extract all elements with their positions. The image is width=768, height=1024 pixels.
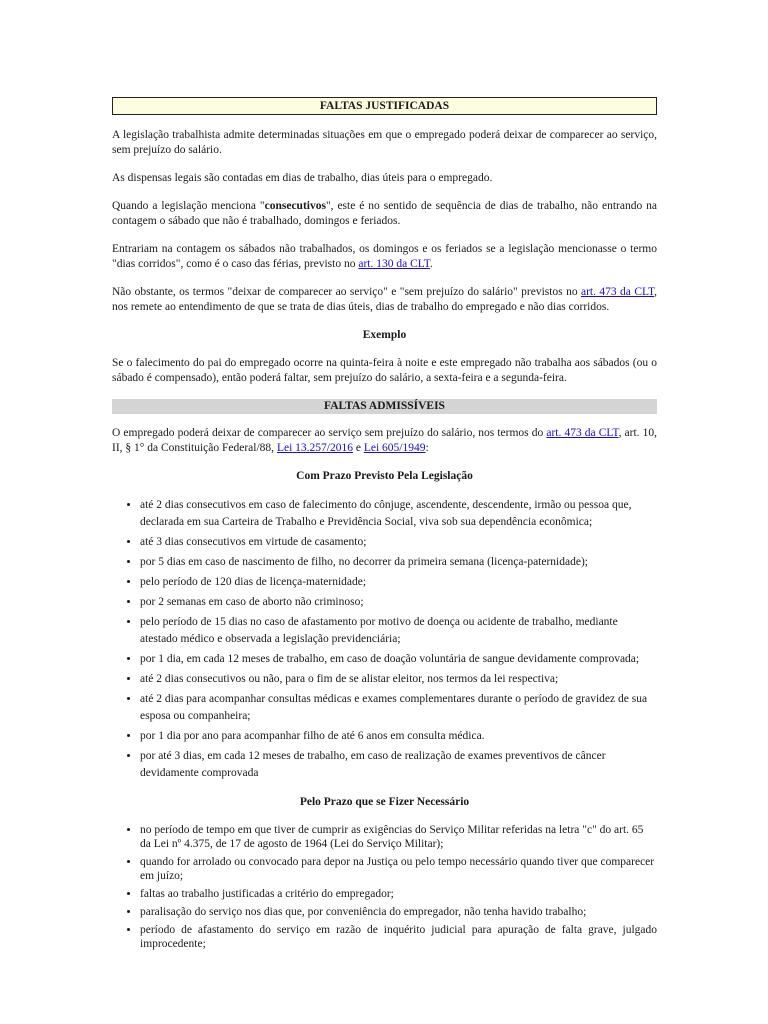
list-item: • por 2 semanas em caso de aborto não criminoso;: [140, 594, 657, 611]
page-title: FALTAS JUSTIFICADAS: [112, 97, 657, 115]
list-item: • pelo período de 120 dias de licença-maternidade;: [140, 574, 657, 591]
list-item: • até 2 dias consecutivos ou não, para o fim de se alistar eleitor, nos termos da lei respectiva;: [140, 671, 657, 688]
link-art-130-clt[interactable]: art. 130 da CLT: [358, 258, 430, 270]
necessario-heading: Pelo Prazo que se Fizer Necessário: [299, 796, 470, 808]
consecutivos-post: ", este é no sentido de sequência de dias de trabalho, não entrando na contagem o sábado que não é trabalhado, domingos e feriados.: [112, 200, 657, 227]
list-item: • até 3 dias consecutivos em virtude de casamento;: [140, 534, 657, 551]
consecutivos-pre: Quando a legislação menciona ": [112, 200, 265, 212]
com-prazo-list: [112, 497, 657, 782]
admissiveis-mid2: e: [352, 442, 364, 454]
list-item: • até 2 dias para acompanhar consultas médicas e exames complementares durante o período de gravidez de sua esposa ou companheira;: [140, 691, 657, 725]
list-item: • por 1 dia, em cada 12 meses de trabalho, em caso de doação voluntária de sangue devidamente comprovada;: [140, 651, 657, 668]
obstante-post: , nos remete ao entendimento de que se trata de dias úteis, dias de trabalho do empregado e não dias corridos.: [112, 286, 658, 313]
list-item: • no período de tempo em que tiver de cumprir as exigências do Serviço Militar referidas na letra "c" do art. 65 da Lei nº 4.375, de 17 de agosto de 1964 (Lei do Serviço Militar);: [140, 823, 657, 851]
corridos-paragraph: [112, 242, 657, 272]
admissiveis-post: :: [425, 442, 429, 454]
link-art-473-clt[interactable]: art. 473 da CLT: [580, 286, 655, 298]
exemplo-paragraph: Se o falecimento do pai do empregado ocorre na quinta-feira à noite e este empregado não trabalha aos sábados (ou o sábado é compensado), então poderá faltar, sem prejuízo do salário, a sexta-feira e a segunda-feira.: [112, 357, 657, 384]
consecutivos-paragraph: [112, 199, 657, 229]
admissiveis-paragraph: [112, 426, 657, 456]
consecutivos-bold: consecutivos: [264, 200, 326, 212]
obstante-pre: Não obstante, os termos "deixar de comparecer ao serviço" e "sem prejuízo do salário" previstos no: [112, 286, 581, 298]
list-item: • pelo período de 15 dias no caso de afastamento por motivo de doença ou acidente de trabalho, mediante atestado médico e observada a legislação previdenciária;: [140, 614, 657, 648]
list-item: • por 5 dias em caso de nascimento de filho, no decorrer da primeira semana (licença-paternidade);: [140, 554, 657, 571]
intro-paragraph-1: A legislação trabalhista admite determinadas situações em que o empregado poderá deixar de comparecer ao serviço, sem prejuízo do salário.: [112, 129, 657, 156]
link-lei-13257[interactable]: Lei 13.257/2016: [276, 442, 353, 454]
list-item: • período de afastamento do serviço em razão de inquérito judicial para apuração de falta grave, julgado improcedente;: [140, 923, 657, 951]
corridos-post: .: [429, 258, 433, 270]
list-item: • até 2 dias consecutivos em caso de falecimento do cônjuge, ascendente, descendente, irmão ou pessoa que, declarada em sua Carteira de Trabalho e Previdência Social, viva sob sua dependência econômica;: [140, 497, 657, 531]
admissiveis-mid1: , art. 10, II, § 1° da Constituição Federal/88,: [112, 427, 658, 454]
com-prazo-heading: Com Prazo Previsto Pela Legislação: [296, 470, 473, 482]
list-item: • quando for arrolado ou convocado para depor na Justiça ou pelo tempo necessário quando tiver que comparecer em juízo;: [140, 855, 657, 883]
necessario-list: [112, 823, 657, 951]
list-item: • por até 3 dias, em cada 12 meses de trabalho, em caso de realização de exames preventivos de câncer devidamente comprovada: [140, 748, 657, 782]
link-lei-605[interactable]: Lei 605/1949: [363, 442, 426, 454]
document-content: [112, 97, 657, 964]
obstante-paragraph: [112, 285, 657, 315]
list-item: • paralisação do serviço nos dias que, por conveniência do empregador, não tenha havido trabalho;: [140, 905, 657, 919]
intro-paragraph-2: As dispensas legais são contadas em dias de trabalho, dias úteis para o empregado.: [112, 172, 493, 184]
list-item: • por 1 dia por ano para acompanhar filho de até 6 anos em consulta médica.: [140, 728, 657, 745]
exemplo-heading: Exemplo: [362, 329, 407, 341]
corridos-pre: Entrariam na contagem os sábados não trabalhados, os domingos e os feriados se a legislação mencionasse o termo "dias corridos", como é o caso das férias, previsto no: [112, 243, 657, 270]
list-item: • faltas ao trabalho justificadas a critério do empregador;: [140, 887, 657, 901]
link-art-473-clt-2[interactable]: art. 473 da CLT: [546, 427, 619, 439]
admissiveis-pre: O empregado poderá deixar de comparecer ao serviço sem prejuízo do salário, nos termos do: [112, 427, 547, 439]
admissiveis-heading: FALTAS ADMISSÍVEIS: [112, 399, 657, 414]
